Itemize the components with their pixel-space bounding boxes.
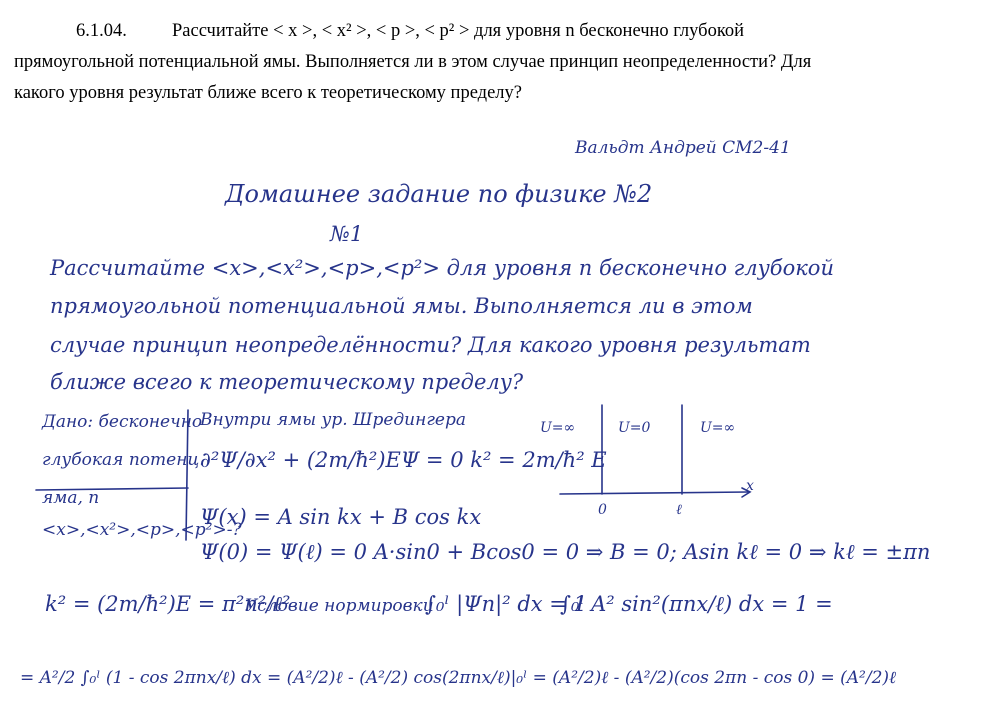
problem-line-1: Рассчитайте < x >, < x² >, < p >, < p² > для уровня n бесконечно глубокой bbox=[172, 21, 745, 41]
problem-number: 6.1.04. bbox=[76, 21, 127, 41]
x-axis-label: x bbox=[746, 478, 754, 494]
problem-line-3: какого уровня результат ближе всего к теоретическому пределу? bbox=[14, 83, 522, 103]
schrodinger-equation: ∂²Ψ/∂x² + (2m/ħ²)EΨ = 0 k² = 2m/ħ² E bbox=[200, 448, 607, 472]
restated-line-2: прямоугольной потенциальной ямы. Выполняется ли в этом bbox=[50, 294, 753, 318]
given-line-2: глубокая потенц. bbox=[42, 450, 205, 470]
final-integral: = A²/2 ∫₀ˡ (1 - cos 2πnx/ℓ) dx = (A²/2)ℓ - (A²/2) cos(2πnx/ℓ)|₀ˡ = (A²/2)ℓ - (A²/2)(cos 2πn - cos 0) = (A²/2)ℓ bbox=[20, 668, 897, 688]
origin-label: 0 bbox=[598, 502, 607, 518]
u-mid-label: U=0 bbox=[618, 420, 651, 436]
restated-line-1: Рассчитайте <x>,<x²>,<p>,<p²> для уровня n бесконечно глубокой bbox=[50, 256, 834, 280]
given-underline bbox=[36, 488, 188, 490]
problem-line-2: прямоугольной потенциальной ямы. Выполняется ли в этом случае принцип неопределенности? Для bbox=[14, 52, 812, 72]
given-line-3: яма, n bbox=[42, 488, 100, 508]
given-line-1: Дано: бесконечно bbox=[42, 412, 203, 432]
restated-line-3: случае принцип неопределённости? Для какого уровня результат bbox=[50, 333, 811, 357]
energy-equation: k² = (2m/ħ²)E = π²n²/ℓ² bbox=[45, 592, 291, 616]
restated-line-4: ближе всего к теоретическому пределу? bbox=[50, 370, 524, 394]
x-axis bbox=[560, 492, 748, 494]
author-signature: Вальдт Андрей СМ2-41 bbox=[575, 138, 791, 158]
normalization-equation-1: ∫₀ˡ |Ψn|² dx = 1 bbox=[425, 592, 587, 616]
given-line-4: <x>,<x²>,<p>,<p²>-? bbox=[42, 520, 242, 540]
boundary-conditions: Ψ(0) = Ψ(ℓ) = 0 A·sin0 + Bcos0 = 0 ⇒ B = 0; Asin kℓ = 0 ⇒ kℓ = ±πn bbox=[200, 540, 931, 564]
homework-title: Домашнее задание по физике №2 bbox=[225, 180, 653, 208]
normalization-caption: Условие нормировки bbox=[245, 596, 434, 616]
u-right-label: U=∞ bbox=[700, 420, 736, 436]
schrodinger-caption: Внутри ямы ур. Шредингера bbox=[200, 410, 466, 430]
wavefunction-equation: Ψ(x) = A sin kx + B cos kx bbox=[200, 505, 482, 529]
width-label: ℓ bbox=[676, 502, 682, 518]
u-left-label: U=∞ bbox=[540, 420, 576, 436]
given-divider bbox=[186, 410, 188, 540]
task-number: №1 bbox=[330, 222, 364, 246]
normalization-equation-2: ∫₀ˡ A² sin²(πnx/ℓ) dx = 1 = bbox=[560, 592, 833, 616]
